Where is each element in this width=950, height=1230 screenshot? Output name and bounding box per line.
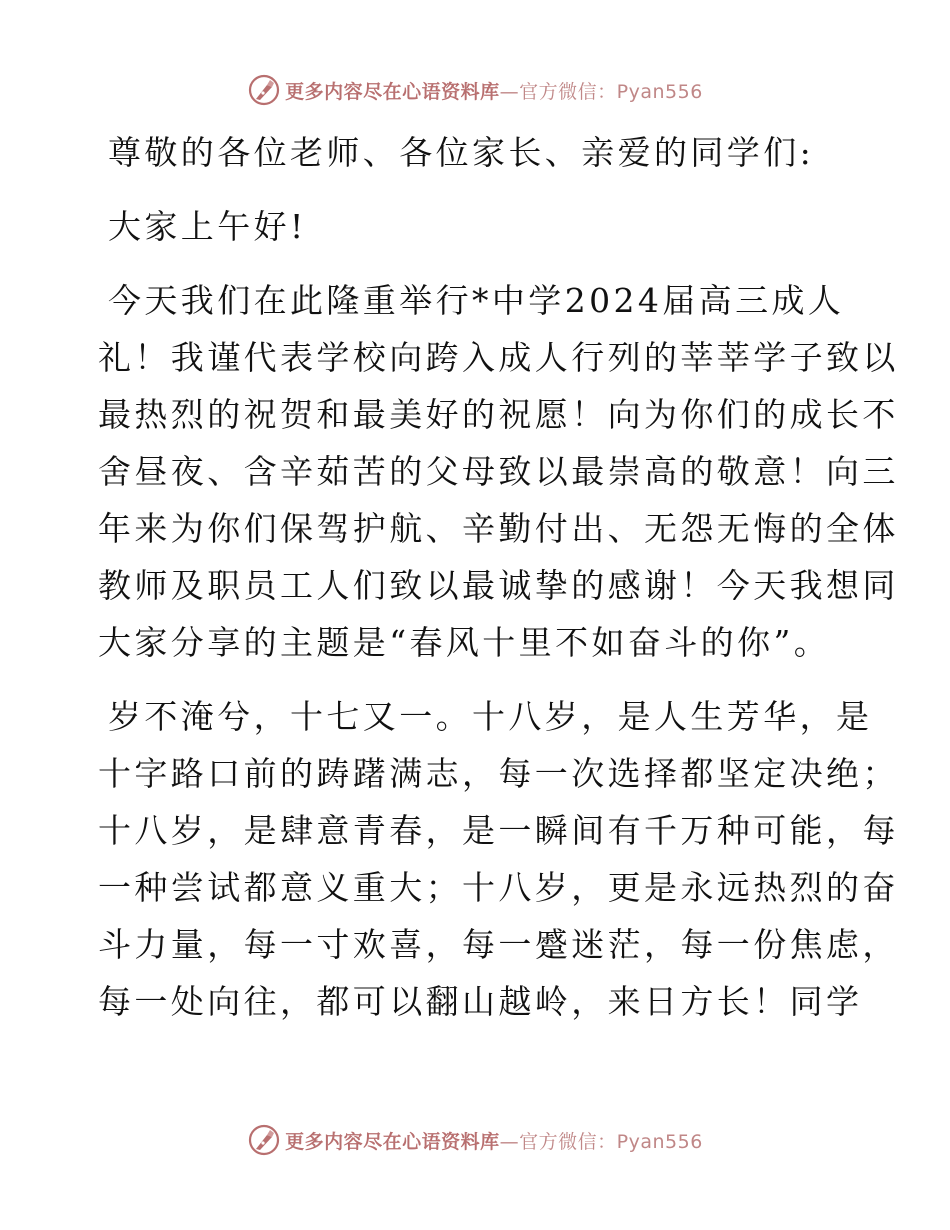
text-line: 十八岁，是肆意青春，是一瞬间有千万种可能，每 [98,811,899,850]
watermark-brand: 更多内容尽在心语资料库 [285,80,500,103]
text-line: 教师及职员工人们致以最诚挚的感谢！今天我想同 [98,566,899,605]
watermark-banner-bottom [0,1120,950,1160]
watermark-separator: — [499,1130,520,1153]
pen-nib-logo-icon [247,1123,281,1157]
watermark-brand: 更多内容尽在心语资料库 [285,1130,500,1153]
paragraph-eighteen [98,688,899,1030]
text-line: 大家分享的主题是“春风十里不如奋斗的你”。 [98,623,831,662]
watermark-contact: 官方微信：Pyan556 [519,80,703,103]
document-body [98,120,899,1030]
text-line: 岁不淹兮，十七又一。十八岁，是人生芳华，是 [108,697,873,736]
text-line: 一种尝试都意义重大；十八岁，更是永远热烈的奋 [98,868,899,907]
text-line: 斗力量，每一寸欢喜，每一蹙迷茫，每一份焦虑， [98,925,899,964]
watermark-banner-top [0,70,950,110]
text-line: 最热烈的祝贺和最美好的祝愿！向为你们的成长不 [98,395,899,434]
watermark-text [285,1127,703,1154]
text-line: 礼！我谨代表学校向跨入成人行列的莘莘学子致以 [98,338,899,377]
watermark-contact: 官方微信：Pyan556 [519,1130,703,1153]
text-line: 舍昼夜、含辛茹苦的父母致以最崇高的敬意！向三 [98,452,899,491]
text-line: 每一处向往，都可以翻山越岭，来日方长！同学 [98,982,863,1021]
hello-line: 大家上午好! [108,207,307,246]
text-line: 今天我们在此隆重举行*中学2024届高三成人 [108,281,845,320]
watermark-text [285,77,703,104]
paragraph-opening [98,272,899,671]
pen-nib-logo-icon [247,73,281,107]
watermark-separator: — [499,80,520,103]
greeting-line: 尊敬的各位老师、各位家长、亲爱的同学们: [108,133,815,172]
text-line: 年来为你们保驾护航、辛勤付出、无怨无悔的全体 [98,509,899,548]
text-line: 十字路口前的踌躇满志，每一次选择都坚定决绝； [98,754,899,793]
